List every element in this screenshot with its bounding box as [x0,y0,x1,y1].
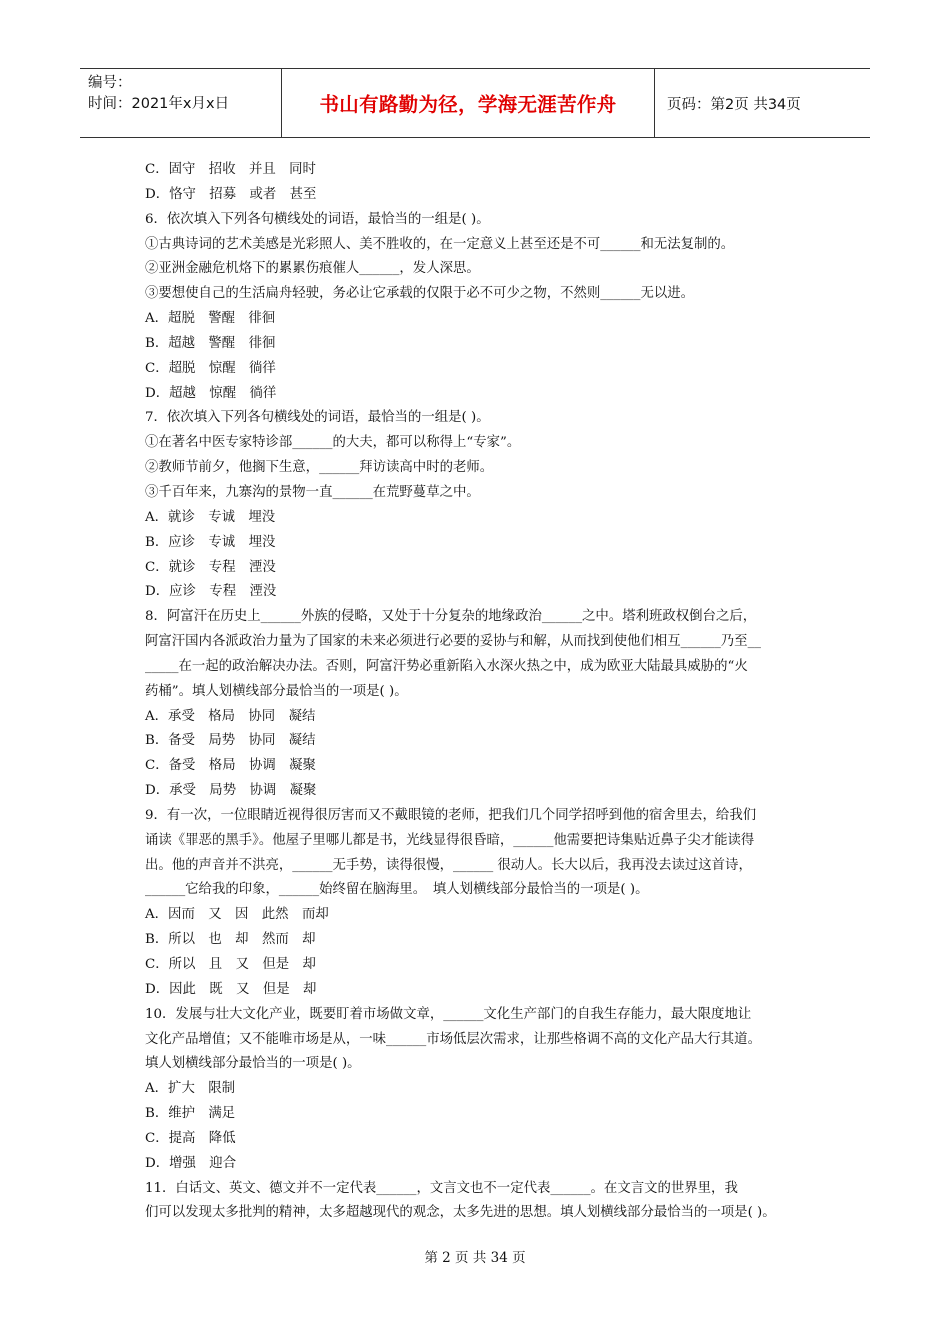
text-line: ①在著名中医专家特诊部______的大夫，都可以称得上“专家”。 [145,435,521,451]
text-line: B．超越 警醒 徘徊 [145,335,276,351]
date-line: 时间：2021年x月x日 [88,96,230,112]
text-line: B．应诊 专诚 埋没 [145,534,276,550]
text-line: D．因此 既 又 但是 却 [145,981,317,997]
text-line: C．固守 招收 并且 同时 [145,162,316,177]
text-line: ______它给我的印象，______始终留在脑海里。 填人划横线部分最恰当的一项是( )。 [145,882,649,898]
text-line: ②亚洲金融危机烙下的累累伤痕催人______，发人深思。 [145,261,480,277]
text-line: 10．发展与壮大文化产业，既要盯着市场做文章，______文化生产部门的自我生存能力，最大限度地让 [145,1006,752,1022]
text-line: 7．依次填入下列各句横线处的词语，最恰当的一组是( )。 [145,410,490,426]
page-header [80,68,870,138]
text-line: D．恪守 招募 或者 甚至 [145,186,317,202]
text-line: C．超脱 惊醒 徜徉 [145,360,276,376]
text-line: A．超脱 警醒 徘徊 [145,311,276,327]
header-motto: 书山有路勤为径，学海无涯苦作舟 [281,69,655,137]
text-line: C．就诊 专程 湮没 [145,559,276,575]
serial-label: 编号： [88,75,132,91]
text-line: 阿富汗国内各派政治力量为了国家的未来必须进行必要的妥协与和解，从而找到使他们相互______乃至__ [145,634,761,650]
text-line: 11．白话文、英文、德文并不一定代表______，文言文也不一定代表______。在文言文的世界里，我 [145,1180,738,1196]
text-line: ③千百年来，九寨沟的景物一直______在荒野蔓草之中。 [145,484,480,500]
text-line: A．因而 又 因 此然 而却 [145,907,329,923]
text-line: ①古典诗词的艺术美感是光彩照人、美不胜收的，在一定意义上甚至还是不可______和无法复制的。 [145,236,735,252]
document-body [145,158,823,1226]
text-line: D．增强 迎合 [145,1155,237,1171]
text-line: 出。他的声音并不洪亮，______无手势，读得很慢，______ 很动人。长大以后，我再没去读过这首诗， [145,857,752,873]
text-line: _____在一起的政治解决办法。否则，阿富汗势必重新陷入水深火热之中，成为欧亚大陆最具威胁的“火 [145,658,748,674]
text-line: 药桶”。填人划横线部分最恰当的一项是( )。 [145,683,408,699]
text-line: 文化产品增值；又不能唯市场是从，一味______市场低层次需求，让那些格调不高的文化产品大行其道。 [145,1031,761,1047]
text-line: 填人划横线部分最恰当的一项是( )。 [145,1056,361,1072]
text-line: C．提高 降低 [145,1130,236,1146]
text-line: 们可以发现太多批判的精神，太多超越现代的观念，太多先进的思想。填人划横线部分最恰当的一项是( )。 [145,1205,776,1221]
text-line: B．所以 也 却 然而 却 [145,932,316,948]
page-footer: 第 2 页 共 34 页 [424,1250,526,1266]
header-page-info: 页码：第2页 共34页 [667,96,801,113]
text-line: 8．阿富汗在历史上______外族的侵略，又处于十分复杂的地缘政治______之中。塔利班政权倒台之后， [145,609,757,625]
header-meta [80,69,281,137]
text-line: C．备受 格局 协调 凝聚 [145,758,316,774]
text-line: D．超越 惊醒 徜徉 [145,385,277,401]
text-line: 9．有一次，一位眼睛近视得很厉害而又不戴眼镜的老师，把我们几个同学招呼到他的宿舍里去，给我们 [145,807,757,823]
text-line: D．应诊 专程 湮没 [145,584,277,600]
text-line: A．就诊 专诚 埋没 [145,509,276,525]
text-line: C．所以 且 又 但是 却 [145,957,316,972]
text-line: ②教师节前夕，他搁下生意，______拜访读高中时的老师。 [145,460,494,476]
text-line: 6．依次填入下列各句横线处的词语，最恰当的一组是( )。 [145,211,490,227]
text-line: D．承受 局势 协调 凝聚 [145,783,317,799]
text-line: B．备受 局势 协同 凝结 [145,733,316,749]
text-line: A．承受 格局 协同 凝结 [145,708,316,724]
text-line: A．扩大 限制 [145,1081,236,1097]
text-line: ③要想使自己的生活扁舟轻驶，务必让它承载的仅限于必不可少之物，不然则______无以进。 [145,286,695,302]
text-line: B．维护 满足 [145,1106,236,1122]
text-line: 诵读《罪恶的黑手》。他屋子里哪儿都是书，光线显得很昏暗，______他需要把诗集贴近鼻子尖才能读得 [145,832,755,848]
